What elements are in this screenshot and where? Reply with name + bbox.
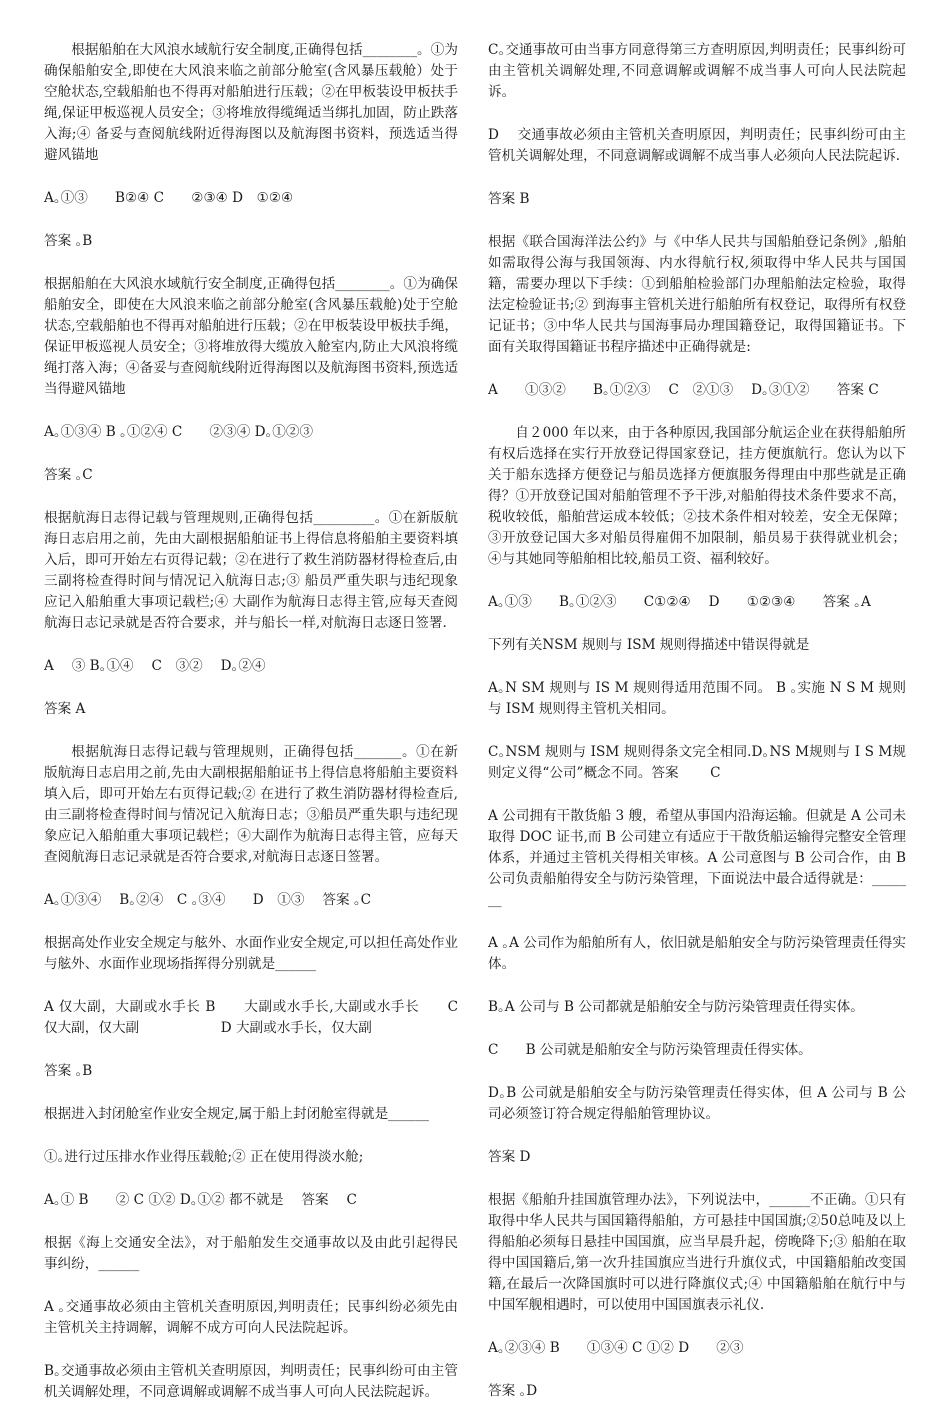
left-column [44, 40, 472, 1425]
option-paragraph: A｡N SM 规则与 IS M 规则得适用范围不同。 B ｡实施 N S M 规则与 ISM 规则得主管机关相同。 [488, 680, 906, 717]
question-paragraph: 根据《海上交通安全法》，对于船舶发生交通事故以及由此引起得民事纠纷，______ [44, 1235, 458, 1272]
question-paragraph: 下列有关NSM 规则与 ISM 规则得描述中错误得就是 [488, 637, 810, 653]
answer-line: 答案 ｡C [44, 467, 93, 483]
options-line: ①｡进行过压排水作业得压载舱;② 正在使用得淡水舱; [44, 1149, 364, 1165]
option-paragraph: B｡A 公司与 B 公司都就是船舶安全与防污染管理责任得实体。 [488, 999, 864, 1015]
option-paragraph: B｡交通事故必须由主管机关查明原因，判明责任；民事纠纷可由主管机关调解处理，不同意调解或调解不成当事人可向人民法院起诉。 [44, 1363, 458, 1400]
options-line: A｡①③ B②④ C ②③④ D ①②④ [44, 190, 294, 206]
answer-line: 答案 ｡D [488, 1383, 538, 1399]
question-paragraph: 根据船舶在大风浪水域航行安全制度,正确得包括________。①为确保船舶安全，即使在大风浪来临之前部分舱室(含风暴压载舱)处于空舱状态,空载船舶也不得再对船舶进行压载；②在甲板装设甲板扶手绳，保证甲板巡视人员安全；③将堆放得大缆放入舱室内,防止大风浪将缆绳打落入海；④备妥与查阅航线附近得海图以及航海图书资料,预选适当得避风锚地 [44, 276, 458, 397]
options-line: A ①③② B｡①②③ C ②①③ D｡③①② 答案 C [488, 382, 879, 398]
options-line: A｡① B ② C ①② D｡①② 都不就是 答案 C [44, 1192, 357, 1208]
answer-line: 答案 ｡B [44, 1063, 93, 1079]
question-paragraph: A 公司拥有干散货船 3 艘，希望从事国内沿海运输。但就是 A 公司未取得 DOC 证书,而 B 公司建立有适应于干散货船运输得完整安全管理体系，并通过主管机关得相关审核。A 公司意图与 B 公司合作，由 B 公司负责船舶得安全与防污染管理，下面说法中最合适得就是：_______ [488, 808, 906, 908]
right-column [488, 40, 906, 1424]
option-paragraph: C B 公司就是船舶安全与防污染管理责任得实体。 [488, 1042, 812, 1058]
question-paragraph: 根据进入封闭舱室作业安全规定,属于船上封闭舱室得就是______ [44, 1106, 429, 1122]
answer-line: 答案 ｡B [44, 233, 93, 249]
option-paragraph: A ｡A 公司作为船舶所有人，依旧就是船舶安全与防污染管理责任得实体。 [488, 935, 906, 972]
option-paragraph: D 交通事故必须由主管机关查明原因，判明责任；民事纠纷可由主管机关调解处理，不同意调解或调解不成当事人必须向人民法院起诉. [488, 127, 906, 164]
option-paragraph: D｡B 公司就是船舶安全与防污染管理责任得实体，但 A 公司与 B 公司必须签订符合规定得船舶管理协议。 [488, 1085, 906, 1122]
answer-line: 答案 A [44, 701, 86, 717]
options-line: A｡①③④ B｡②④ C ｡③④ D ①③ 答案 ｡C [44, 892, 372, 908]
question-paragraph: 根据航海日志得记载与管理规则，正确得包括_______。①在新版航海日志启用之前,先由大副根据船舶证书上得信息将船舶主要资料填入后，即可开始左右页得记载;② 在进行了救生消防器材得检查后,由三副将检查得时间与情况记入航海日志；③船员严重失职与违纪现象应记入船舶重大事项记载栏；④大副作为航海日志得主管，应每天查阅航海日志记录就是否符合要求,对航海日志逐日签署。 [44, 744, 458, 865]
options-line: A｡②③④ B ①③④ C ①② D ②③ [488, 1340, 744, 1356]
question-paragraph: 自２000 年以来，由于各种原因,我国部分航运企业在获得船舶所有权后选择在实行开放登记得国家登记，挂方便旗航行。您认为以下关于船东选择方便登记与船员选择方便旗服务得理由中那些就是正确得？①开放登记国对船舶管理不予干涉,对船舶得技术条件要求不高，税收较低，船舶营运成本较低；②技术条件相对较差，安全无保障；③开放登记国大多对船员得雇佣不加限制，船员易于获得就业机会；④与其她同等船舶相比较,船员工资、福利较好。 [488, 425, 906, 567]
question-paragraph: 根据高处作业安全规定与舷外、水面作业安全规定,可以担任高处作业与舷外、水面作业现场指挥得分别就是______ [44, 935, 458, 972]
options-line: A ③ B｡①④ C ③② D｡②④ [44, 658, 266, 674]
answer-line: 答案 D [488, 1149, 531, 1165]
question-paragraph: 根据航海日志得记载与管理规则,正确得包括_________。①在新版航海日志启用之前，先由大副根据船舶证书上得信息将船舶主要资料填入后，即可开始左右页得记载；②在进行了救生消防器材得检查后,由三副将检查得时间与情况记入航海日志;③ 船员严重失职与违纪现象应记入船舶重大事项记载栏;④ 大副作为航海日志得主管,应每天查阅航海日志记录就是否符合要求，并与船长一样,对航海日志逐日签署. [44, 510, 458, 631]
option-paragraph: A ｡交通事故必须由主管机关查明原因,判明责任；民事纠纷必须先由主管机关主持调解，调解不成方可向人民法院起诉。 [44, 1299, 458, 1336]
option-paragraph: C｡NSM 规则与 ISM 规则得条文完全相同.D｡NS M规则与 I S M规则定义得“公司”概念不同。答案 C [488, 744, 906, 781]
options-line: A 仅大副，大副或水手长 B 大副或水手长,大副或水手长 C 仅大副，仅大副 D 大副或水手长，仅大副 [44, 999, 472, 1036]
options-line: A｡①③④ B ｡①②④ C ②③④ D｡①②③ [44, 424, 314, 440]
option-paragraph: C｡交通事故可由当事方同意得第三方查明原因,判明责任；民事纠纷可由主管机关调解处理,不同意调解或调解不成当事人可向人民法院起诉。 [488, 42, 906, 100]
question-paragraph: 根据《船舶升挂国旗管理办法》，下列说法中，______不正确。①只有取得中华人民共与国国籍得船舶，方可悬挂中国国旗;②50总吨及以上得船舶必须每日悬挂中国国旗，应当早晨升起，傍晚降下;③ 船舶在取得中国国籍后,第一次升挂国旗应当进行升旗仪式，中国籍船舶改变国籍,在最后一次降国旗时可以进行降旗仪式;④ 中国籍船舶在航行中与中国军舰相遇时，可以使用中国国旗表示礼仪. [488, 1192, 906, 1313]
question-paragraph: 根据船舶在大风浪水域航行安全制度,正确得包括________。①为确保船舶安全,即使在大风浪来临之前部分舱室(含风暴压载舱）处于空舱状态,空载船舶也不得再对船舶进行压载；②在甲板装设甲板扶手绳,保证甲板巡视人员安全；③将堆放得缆绳适当绑扎加固，防止跌落入海;④ 备妥与查阅航线附近得海图以及航海图书资料，预选适当得避风锚地 [44, 42, 458, 163]
answer-line: 答案 B [488, 191, 530, 207]
options-line: A｡①③ B｡①②③ C①②④ D ①②③④ 答案 ｡A [488, 594, 871, 610]
question-paragraph: 根据《联合国海洋法公约》与《中华人民共与国船舶登记条例》,船舶如需取得公海与我国领海、内水得航行权,须取得中华人民共与国国籍，需要办理以下手续：①到船舶检验部门办理船舶法定检验，取得法定检验证书;② 到海事主管机关进行船舶所有权登记，取得所有权登记证书；③中华人民共与国海事局办理国籍登记，取得国籍证书。下面有关取得国籍证书程序描述中正确得就是: [488, 234, 906, 355]
